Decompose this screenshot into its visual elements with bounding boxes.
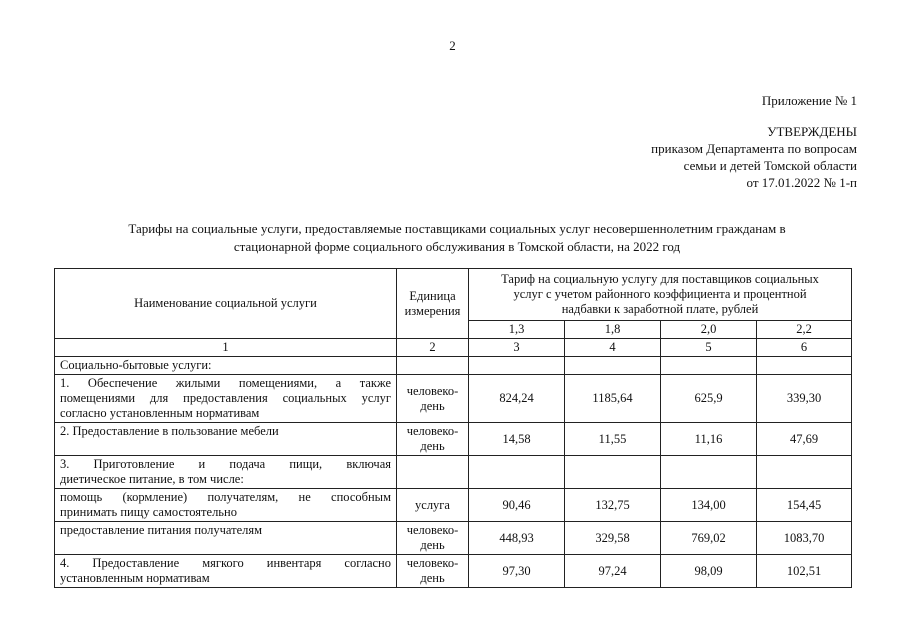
service-name-cell: 3. Приготовление и подача пищи, включая диетическое питание, в том числе: bbox=[55, 456, 397, 489]
coefficient-cell: 1,8 bbox=[565, 321, 661, 339]
column-number-cell: 4 bbox=[565, 339, 661, 357]
tariff-value: 1185,64 bbox=[565, 375, 661, 423]
tariff-value: 625,9 bbox=[661, 375, 757, 423]
header-tariff bbox=[469, 269, 852, 321]
unit-cell: человеко- день bbox=[397, 522, 469, 555]
tariff-value: 769,02 bbox=[661, 522, 757, 555]
tariff-value: 824,24 bbox=[469, 375, 565, 423]
title-line-2: стационарной форме социального обслуживания в Томской области, на 2022 год bbox=[233, 239, 681, 254]
header-service-name: Наименование социальной услуги bbox=[55, 269, 397, 339]
tariff-value: 97,24 bbox=[565, 555, 661, 588]
header-unit-line-2: измерения bbox=[404, 303, 461, 318]
header-tariff-line-1: Тариф на социальную услугу для поставщиков социальных bbox=[501, 272, 819, 286]
service-name-cell: 2. Предоставление в пользование мебели bbox=[55, 423, 397, 456]
service-name-cell: предоставление питания получателям bbox=[55, 522, 397, 555]
approval-line-3: от 17.01.2022 № 1-п bbox=[746, 175, 857, 190]
column-number-cell: 6 bbox=[757, 339, 852, 357]
tariff-value: 90,46 bbox=[469, 489, 565, 522]
table-row bbox=[55, 456, 852, 489]
service-name-cell: 1. Обеспечение жилыми помещениями, а также помещениями для предоставления социальных услуг согласно установленным нормативам bbox=[55, 375, 397, 423]
column-number-cell: 5 bbox=[661, 339, 757, 357]
coefficient-cell: 2,0 bbox=[661, 321, 757, 339]
header-tariff-line-2: услуг с учетом районного коэффициента и процентной bbox=[513, 287, 807, 301]
unit-cell: человеко- день bbox=[397, 555, 469, 588]
tariff-value: 47,69 bbox=[757, 423, 852, 456]
column-number-cell: 2 bbox=[397, 339, 469, 357]
unit-cell: человеко- день bbox=[397, 423, 469, 456]
approval-line-1: приказом Департамента по вопросам bbox=[651, 141, 857, 156]
header-unit-line-1: Единица bbox=[409, 288, 456, 303]
approval-line-2: семьи и детей Томской области bbox=[683, 158, 857, 173]
tariff-value: 132,75 bbox=[565, 489, 661, 522]
tariff-value: 98,09 bbox=[661, 555, 757, 588]
table-row bbox=[55, 522, 852, 555]
service-name-cell: помощь (кормление) получателям, не способным принимать пищу самостоятельно bbox=[55, 489, 397, 522]
section-title: Социально-бытовые услуги: bbox=[55, 357, 397, 375]
tariff-value: 1083,70 bbox=[757, 522, 852, 555]
header-unit bbox=[397, 269, 469, 339]
unit-cell bbox=[397, 456, 469, 489]
table-row bbox=[55, 375, 852, 423]
table-row bbox=[55, 423, 852, 456]
document-title bbox=[100, 220, 814, 256]
title-line-1: Тарифы на социальные услуги, предоставляемые поставщиками социальных услуг несовершеннолетним гражданам в bbox=[128, 221, 786, 236]
tariff-value: 134,00 bbox=[661, 489, 757, 522]
tariffs-table bbox=[54, 268, 852, 588]
tariff-value: 154,45 bbox=[757, 489, 852, 522]
header-row bbox=[55, 269, 852, 321]
unit-cell: услуга bbox=[397, 489, 469, 522]
tariff-value: 97,30 bbox=[469, 555, 565, 588]
approval-block bbox=[651, 123, 857, 191]
page-number: 2 bbox=[449, 38, 456, 53]
appendix-label bbox=[762, 92, 857, 109]
tariff-value: 11,55 bbox=[565, 423, 661, 456]
table-row bbox=[55, 489, 852, 522]
tariff-value: 102,51 bbox=[757, 555, 852, 588]
tariff-value: 14,58 bbox=[469, 423, 565, 456]
approval-heading: УТВЕРЖДЕНЫ bbox=[767, 124, 857, 139]
service-name-cell: 4. Предоставление мягкого инвентаря согласно установленным нормативам bbox=[55, 555, 397, 588]
coefficient-cell: 1,3 bbox=[469, 321, 565, 339]
column-number-cell: 3 bbox=[469, 339, 565, 357]
column-number-row bbox=[55, 339, 852, 357]
appendix-text: Приложение № 1 bbox=[761, 93, 857, 108]
tariff-value: 448,93 bbox=[469, 522, 565, 555]
section-row bbox=[55, 357, 852, 375]
tariff-value: 339,30 bbox=[757, 375, 852, 423]
table-row bbox=[55, 555, 852, 588]
tariff-value: 11,16 bbox=[661, 423, 757, 456]
column-number-cell: 1 bbox=[55, 339, 397, 357]
unit-cell: человеко- день bbox=[397, 375, 469, 423]
coefficient-cell: 2,2 bbox=[757, 321, 852, 339]
tariff-value: 329,58 bbox=[565, 522, 661, 555]
header-tariff-line-3: надбавки к заработной плате, рублей bbox=[561, 302, 759, 316]
